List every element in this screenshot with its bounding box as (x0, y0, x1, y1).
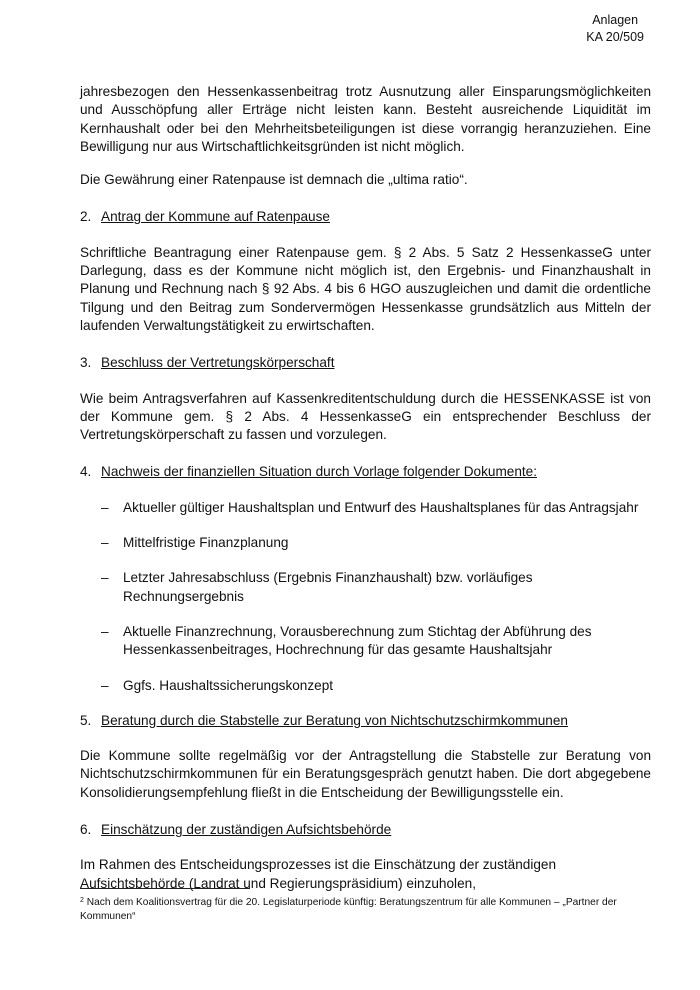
section-body-3: Wie beim Antragsverfahren auf Kassenkreditentschuldung durch die HESSENKASSE ist von der Kommune gem. § 2 Abs. 4 HessenkasseG ein entsprechender Beschluss der Vertretungskörperschaft zu fassen und vorzulegen. (80, 390, 651, 443)
section-number: 3. (80, 355, 92, 371)
section-heading-6 (80, 821, 651, 839)
footnote-text: Nach dem Koalitionsvertrag für die 20. Legislaturperiode künftig: Beratungszentrum für alle Kommunen – „Partner der Kommunen“ (80, 897, 617, 922)
section-heading-5 (80, 712, 651, 730)
section-heading-4 (80, 463, 651, 481)
section-title: Einschätzung der zuständigen Aufsichtsbehörde (101, 822, 392, 838)
footnote (80, 896, 651, 923)
section-title: Antrag der Kommune auf Ratenpause (101, 209, 330, 225)
section-body-5: Die Kommune sollte regelmäßig vor der Antragstellung die Stabstelle zur Beratung von Nichtschutzschirmkommunen für ein Beratungsgespräch genutzt haben. Die dort abgegebene Konsolidierungsempfehlung fließt in die Entscheidung der Bewilligungsstelle ein. (80, 748, 651, 800)
section-body-6: Im Rahmen des Entscheidungsprozesses ist die Einschätzung der zuständigen Aufsichtsbehörde (Landrat und Regierungspräsidium) einzuholen, (80, 857, 557, 891)
header-document-number: KA 20/509 (586, 30, 644, 44)
document-list (80, 499, 651, 695)
list-item (80, 534, 651, 552)
section-number: 4. (80, 464, 92, 480)
section-title: Nachweis der finanziellen Situation durch Vorlage folgender Dokumente: (101, 464, 538, 480)
document-header (586, 12, 644, 46)
list-item-text: Aktuelle Finanzrechnung, Vorausberechnung zum Stichtag der Abführung des Hessenkassenbeitrages, Hochrechnung für das gesamte Haushaltsjahr (123, 623, 592, 658)
section-number: 5. (80, 712, 92, 728)
section-title: Beratung durch die Stabstelle zur Beratung von Nichtschutzschirmkommunen (101, 712, 568, 728)
dash-bullet: – (101, 499, 109, 515)
list-item (80, 623, 651, 660)
list-item (80, 569, 651, 606)
dash-bullet: – (101, 677, 109, 693)
list-item-text: Aktueller gültiger Haushaltsplan und Entwurf des Haushaltsplanes für das Antragsjahr (123, 499, 639, 515)
list-item-text: Mittelfristige Finanzplanung (123, 535, 289, 551)
intro-conclusion: Die Gewährung einer Ratenpause ist demnach die „ultima ratio“. (80, 172, 468, 188)
footnote-divider (80, 888, 250, 889)
intro-paragraph: jahresbezogen den Hessenkassenbeitrag trotz Ausnutzung aller Einsparungsmöglichkeiten und Ausschöpfung aller Erträge nicht leisten kann. Besteht ausreichende Liquidität im Kernhaushalt oder bei den Mehrheitsbeteiligungen ist diese vorrangig heranzuziehen. Eine Bewilligung nur aus Wirtschaftlichkeitsgründen ist nicht möglich. (80, 84, 651, 154)
header-annex-label: Anlagen (592, 13, 639, 27)
section-number: 6. (80, 822, 92, 838)
section-heading-3 (80, 354, 651, 372)
list-item-text: Letzter Jahresabschluss (Ergebnis Finanzhaushalt) bzw. vorläufiges Rechnungsergebnis (123, 570, 533, 604)
list-item (80, 677, 651, 695)
dash-bullet: – (101, 623, 109, 639)
section-body-2: Schriftliche Beantragung einer Ratenpause gem. § 2 Abs. 5 Satz 2 HessenkasseG unter Darlegung, dass es der Kommune nicht möglich ist, den Ergebnis- und Finanzhaushalt in Planung und Rechnung nach § 92 Abs. 4 bis 6 HGO auszugleichen und damit die ordentliche Tilgung und den Beitrag zum Sondervermögen Hessenkasse grundsätzlich aus Mitteln der laufenden Verwaltungstätigkeit zu erwirtschaften. (80, 244, 651, 333)
document-body (80, 83, 651, 893)
section-heading-2 (80, 208, 651, 226)
section-number: 2. (80, 209, 92, 225)
dash-bullet: – (101, 570, 109, 586)
list-item-text: Ggfs. Haushaltssicherungskonzept (123, 677, 334, 693)
section-title: Beschluss der Vertretungskörperschaft (101, 355, 335, 371)
footnote-marker: 2 (80, 897, 84, 904)
dash-bullet: – (101, 535, 109, 551)
list-item (80, 499, 651, 517)
